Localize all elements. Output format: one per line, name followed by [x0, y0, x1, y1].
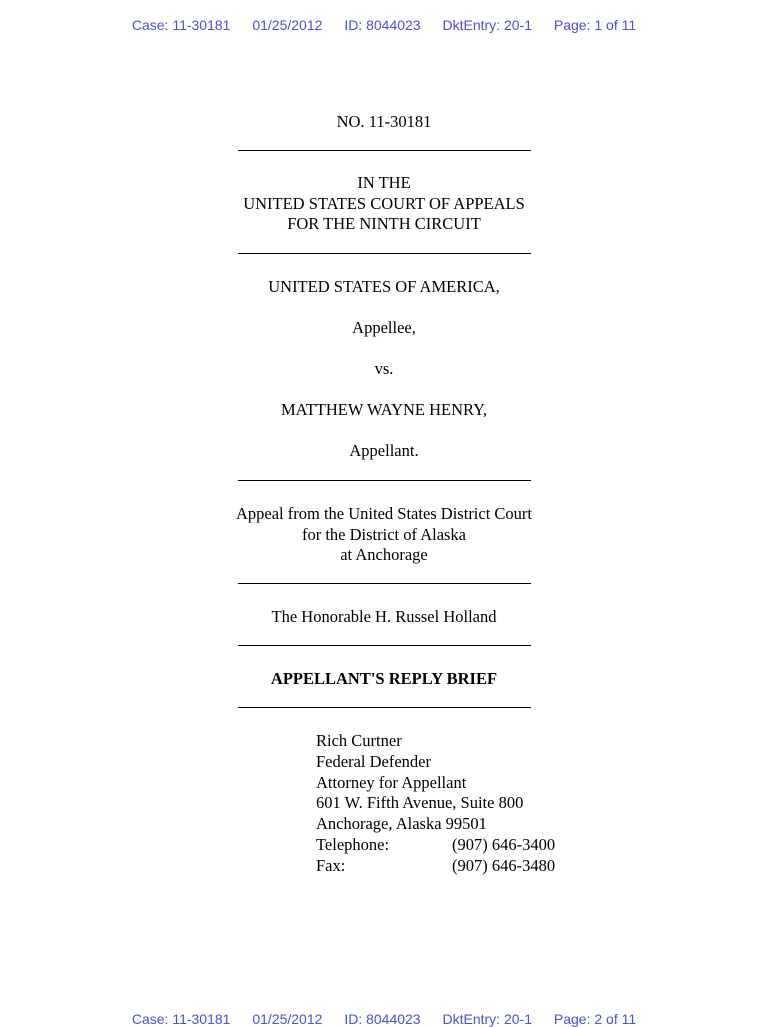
appeal-line: Appeal from the United States District Court	[235, 504, 533, 523]
plaintiff-role: Appellee,	[352, 318, 416, 337]
header-filed-date: 01/25/2012	[252, 17, 323, 33]
header-filed-date: 01/25/2012	[252, 1011, 323, 1027]
defendant-role: Appellant.	[349, 441, 419, 460]
fax-label: Fax:	[316, 855, 346, 875]
telephone-value: (907) 646-3400	[452, 834, 556, 854]
header-docket-entry: DktEntry: 20-1	[442, 1011, 532, 1027]
court-line: UNITED STATES COURT OF APPEALS	[243, 193, 525, 213]
defendant-name: MATTHEW WAYNE HENRY,	[280, 400, 488, 419]
appeal-line: at Anchorage	[340, 545, 428, 565]
plaintiff-name: UNITED STATES OF AMERICA,	[268, 277, 500, 296]
versus: vs.	[374, 359, 394, 378]
counsel-address-line: Anchorage, Alaska 99501	[316, 814, 487, 834]
header-case-number: Case: 11-30181	[131, 1011, 231, 1027]
divider	[238, 150, 531, 151]
counsel-title: Federal Defender	[316, 751, 431, 771]
divider	[238, 583, 531, 584]
counsel-telephone	[316, 835, 555, 856]
header-case-number: Case: 11-30181	[131, 17, 231, 33]
counsel-block	[316, 731, 555, 877]
header-document-id: ID: 8044023	[344, 17, 421, 33]
counsel-address-line: 601 W. Fifth Avenue, Suite 800	[316, 793, 524, 813]
fax-value: (907) 646-3480	[452, 855, 556, 875]
appeal-line: for the District of Alaska	[301, 524, 467, 544]
counsel-role: Attorney for Appellant	[316, 772, 467, 792]
header-page-number: Page: 2 of 11	[553, 1011, 637, 1027]
brief-title: APPELLANT'S REPLY BRIEF	[270, 669, 498, 688]
counsel-name: Rich Curtner	[316, 731, 402, 750]
court-line: IN THE	[357, 173, 411, 192]
telephone-label: Telephone:	[316, 834, 390, 854]
court-name-block	[0, 173, 768, 235]
counsel-fax	[316, 856, 555, 877]
divider	[238, 707, 531, 708]
divider	[238, 480, 531, 481]
docket-number: NO. 11-30181	[336, 112, 432, 131]
court-line: FOR THE NINTH CIRCUIT	[287, 214, 481, 234]
ecf-header-bottom	[0, 1011, 768, 1027]
presiding-judge: The Honorable H. Russel Holland	[271, 607, 497, 626]
divider	[238, 645, 531, 646]
header-page-number: Page: 1 of 11	[553, 17, 637, 33]
header-document-id: ID: 8044023	[344, 1011, 421, 1027]
ecf-header-top	[0, 17, 768, 33]
appeal-origin-block	[0, 504, 768, 566]
divider	[238, 253, 531, 254]
header-docket-entry: DktEntry: 20-1	[442, 17, 532, 33]
